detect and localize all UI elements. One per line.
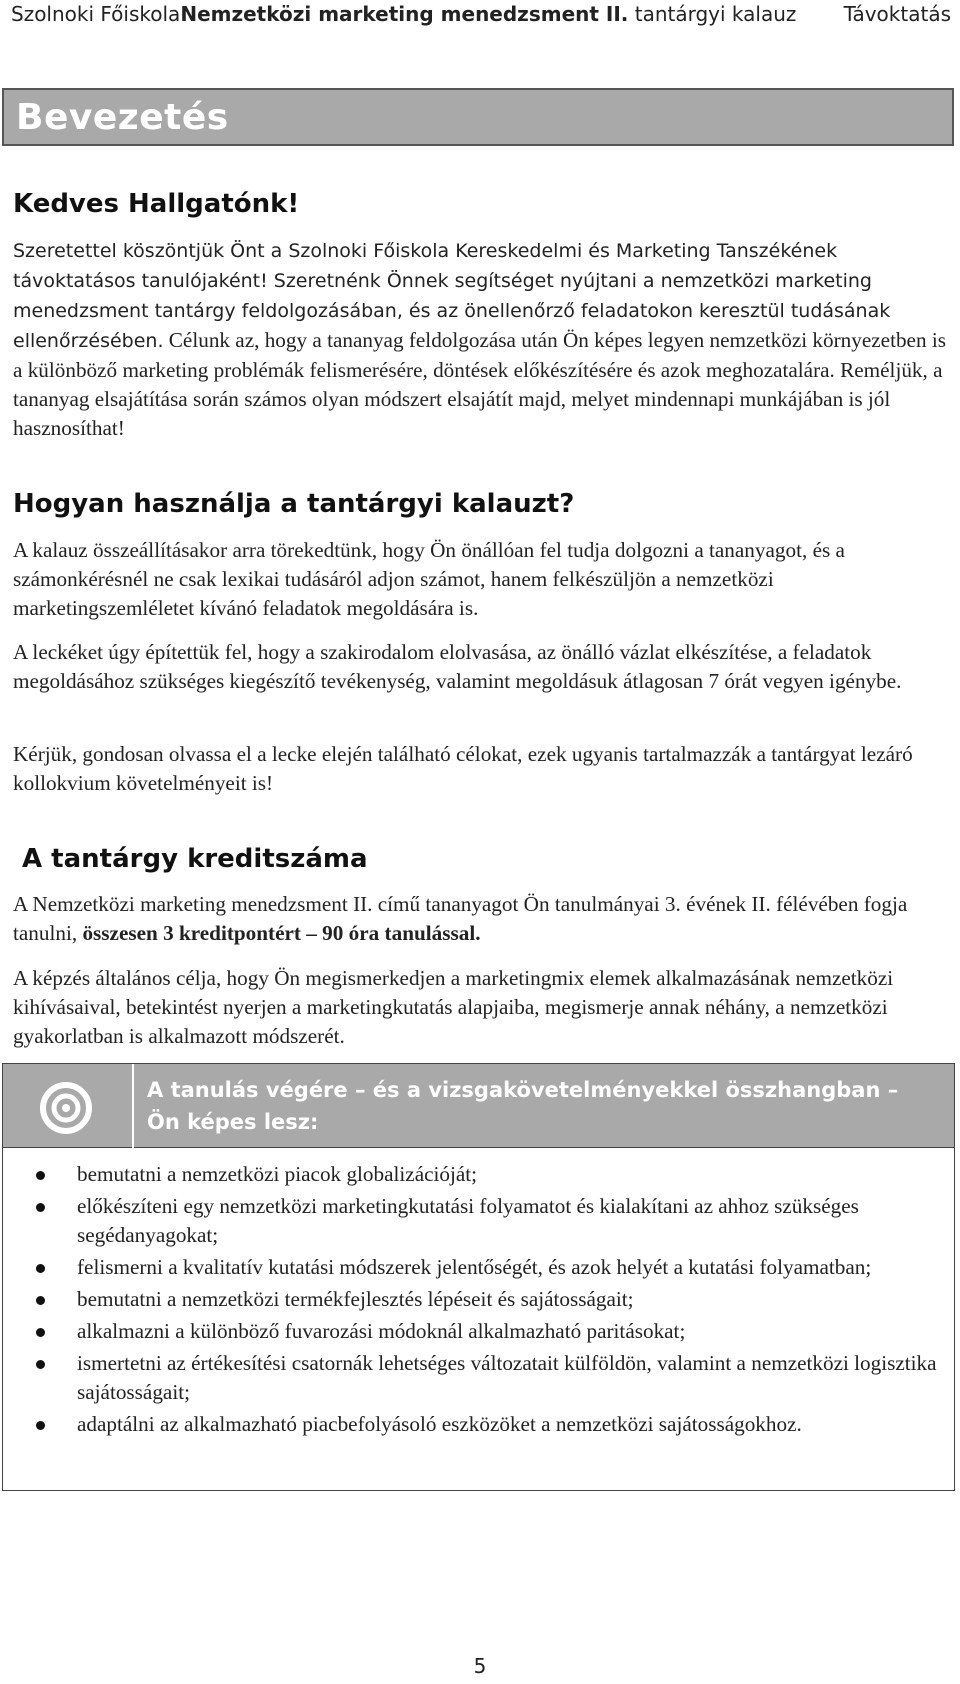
usage-heading: Hogyan használja a tantárgyi kalauzt? xyxy=(13,489,575,519)
credits-bold: összesen 3 kreditpontért – 90 óra tanulással. xyxy=(82,921,481,945)
credits-paragraph-1 xyxy=(13,890,913,948)
header-mode: Távoktatás xyxy=(843,2,951,26)
page-number: 5 xyxy=(473,1654,487,1678)
bullet-icon xyxy=(36,1296,45,1305)
list-item xyxy=(3,1253,954,1282)
greeting-heading: Kedves Hallgatónk! xyxy=(13,189,300,219)
header-left xyxy=(11,2,796,26)
usage-paragraph-3: Kérjük, gondosan olvassa el a lecke elején található célokat, ezek ugyanis tartalmazzák a tantárgyat lezáró kollokvium követelményeit is! xyxy=(13,742,913,795)
running-header xyxy=(11,2,951,26)
credits-heading: A tantárgy kreditszáma xyxy=(22,844,368,874)
greeting-sans-text: Szeretettel köszöntjük Önt a Szolnoki Főiskola Kereskedelmi és Marketing Tanszékének távoktatásos tanulójaként! Szeretnénk Önnek segítséget nyújtani a nemzetközi marketing menedzsment tantárgy feldolgozásában, és az önellenőrző feladatokon keresztül tudásának ellenőrzésében. xyxy=(13,240,891,352)
list-item xyxy=(3,1317,954,1346)
section-title-bar xyxy=(2,88,954,146)
credits-text: A Nemzetközi marketing menedzsment II. című tananyagot Ön tanulmányai 3. évének II. félévében fogja tanulni, xyxy=(13,892,908,945)
header-course-title: Nemzetközi marketing menedzsment II. xyxy=(180,2,629,26)
list-item-text: felismerni a kvalitatív kutatási módszerek jelentőségét, és azok helyét a kutatási folyamatban; xyxy=(77,1255,872,1279)
header-institution: Szolnoki Főiskola xyxy=(11,2,181,26)
bullet-icon xyxy=(36,1203,45,1212)
target-icon xyxy=(39,1081,93,1135)
section-title: Bevezetés xyxy=(16,97,229,138)
learning-goals-list xyxy=(3,1160,954,1442)
list-item-text: adaptálni az alkalmazható piacbefolyásoló eszközöket a nemzetközi sajátosságokhoz. xyxy=(77,1412,802,1436)
bullet-icon xyxy=(36,1328,45,1337)
list-item xyxy=(3,1192,954,1250)
list-item-text: alkalmazni a különböző fuvarozási módoknál alkalmazható paritásokat; xyxy=(77,1319,686,1343)
header-guide-label: tantárgyi kalauz xyxy=(634,2,797,26)
greeting-paragraph xyxy=(13,236,948,443)
bullet-icon xyxy=(36,1421,45,1430)
bullet-icon xyxy=(36,1360,45,1369)
list-item xyxy=(3,1349,954,1407)
list-item xyxy=(3,1285,954,1314)
list-item-text: előkészíteni egy nemzetközi marketingkutatási folyamatot és kialakítani az ahhoz szükséges segédanyagokat; xyxy=(77,1194,859,1247)
list-item-text: ismertetni az értékesítési csatornák lehetséges változatait külföldön, valamint a nemzetközi logisztika sajátosságait; xyxy=(77,1351,937,1404)
bullet-icon xyxy=(36,1171,45,1180)
list-item-text: bemutatni a nemzetközi termékfejlesztés lépéseit és sajátosságait; xyxy=(77,1287,634,1311)
learning-goals-header xyxy=(3,1064,954,1148)
learning-goals-box xyxy=(2,1063,955,1491)
list-item xyxy=(3,1410,954,1439)
greeting-serif-text: Célunk az, hogy a tananyag feldolgozása után Ön képes legyen nemzetközi környezetben is a különböző marketing problémák felismerésére, döntések előkészítésére és azok meghozatalára. Reméljük, a tananyag elsajátítása során számos olyan módszert elsajátít majd, melyet mindennapi munkájában is jól hasznosíthat! xyxy=(13,328,946,440)
goal-icon-cell xyxy=(3,1064,134,1148)
list-item-text: bemutatni a nemzetközi piacok globalizációját; xyxy=(77,1162,478,1186)
learning-goals-title: A tanulás végére – és a vizsgakövetelményekkel összhangban – Ön képes lesz: xyxy=(147,1078,899,1134)
list-item xyxy=(3,1160,954,1189)
usage-paragraph-2: A leckéket úgy építettük fel, hogy a szakirodalom elolvasása, az önálló vázlat elkészítése, a feladatok megoldásához szükséges kiegészítő tevékenység, valamint megoldásuk átlagosan 7 órát vegyen igénybe. xyxy=(13,640,902,693)
credits-paragraph-2: A képzés általános célja, hogy Ön megismerkedjen a marketingmix elemek alkalmazásának nemzetközi kihívásaival, betekintést nyerjen a marketingkutatás alapjaiba, megismerje annak néhány, a nemzetközi gyakorlatban is alkalmazott módszerét. xyxy=(13,966,894,1048)
usage-paragraph-1: A kalauz összeállításakor arra törekedtünk, hogy Ön önállóan fel tudja dolgozni a tananyagot, és a számonkérésnél ne csak lexikai tudásáról adjon számot, hanem felkészüljön a nemzetközi marketingszemléletet kívánó feladatok megoldására is. xyxy=(13,538,845,620)
bullet-icon xyxy=(36,1264,45,1273)
